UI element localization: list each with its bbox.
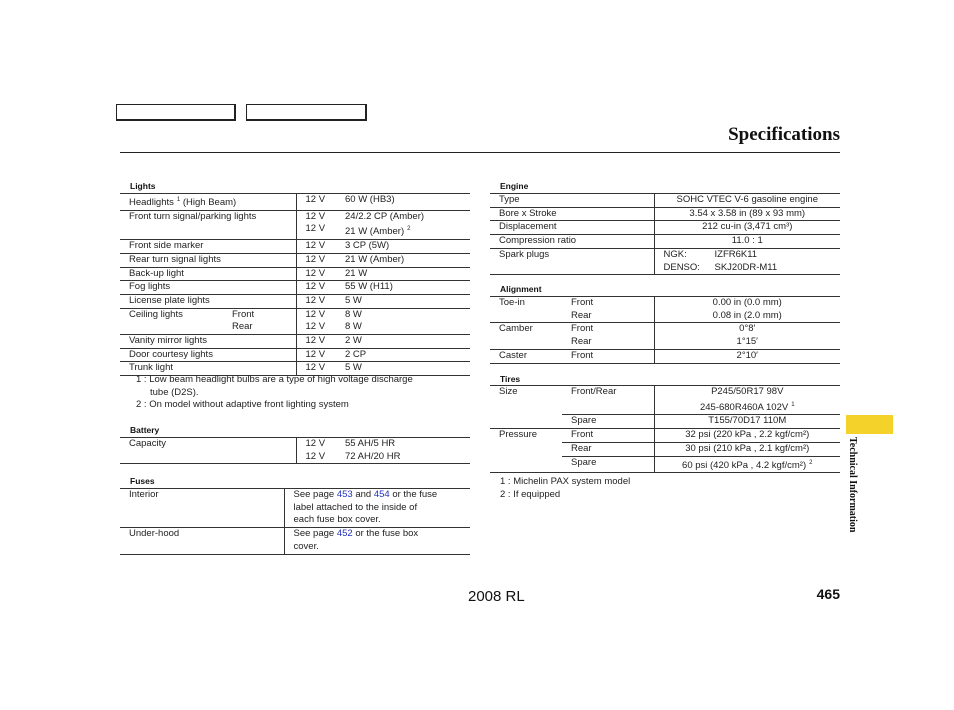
section-tab[interactable] <box>846 415 893 434</box>
position-label: Front <box>562 429 654 443</box>
alignment-table <box>490 296 840 364</box>
position-label: Rear <box>571 336 592 348</box>
table-row <box>120 210 470 223</box>
table-row <box>490 349 840 363</box>
table-row <box>490 297 840 310</box>
voltage-cell: 12 V <box>296 267 336 281</box>
wattage-cell: 21 W (Amber) <box>336 253 470 267</box>
position-label: Front <box>232 308 255 320</box>
voltage-cell: 12 V <box>296 210 336 223</box>
row-label: Pressure <box>490 429 562 443</box>
row-label: Spark plugs <box>490 248 654 261</box>
value-cell: T155/70D17 110M <box>654 415 840 429</box>
table-row <box>120 489 470 528</box>
voltage-cell: 12 V <box>296 321 336 334</box>
table-row <box>120 308 470 321</box>
capacity-cell: 55 AH/5 HR <box>336 438 470 451</box>
value-cell: 0.08 in (2.0 mm) <box>654 310 840 323</box>
wattage-cell: 8 W <box>345 321 362 333</box>
value-cell: 0°8′ <box>654 323 840 336</box>
fuse-text: cover. <box>293 540 319 552</box>
table-row <box>490 194 840 208</box>
value-cell: 32 psi (220 kPa , 2.2 kgf/cm²) <box>654 429 840 443</box>
plug-brand: NGK: <box>663 248 687 260</box>
voltage-cell: 12 V <box>296 335 336 349</box>
table-row <box>120 294 470 308</box>
table-row <box>490 386 840 399</box>
table-row <box>120 348 470 362</box>
row-label: Door courtesy lights <box>120 348 296 362</box>
fuse-text: See page <box>293 528 337 540</box>
table-row <box>120 528 470 554</box>
page-link[interactable]: 452 <box>336 528 353 540</box>
value-cell: 245-680R460A 102V <box>699 401 789 413</box>
footnote-ref: 2 <box>407 226 411 233</box>
fuse-text: each fuse box cover. <box>293 514 381 526</box>
lights-table <box>120 193 470 376</box>
voltage-cell: 12 V <box>296 451 336 464</box>
model-label: 2008 RL <box>468 588 525 605</box>
row-label: Size <box>490 386 562 399</box>
value-cell: SOHC VTEC V-6 gasoline engine <box>654 194 840 208</box>
row-label: Back-up light <box>120 267 296 281</box>
engine-table <box>490 193 840 275</box>
value-cell: 30 psi (210 kPa , 2.1 kgf/cm²) <box>654 442 840 456</box>
position-label: Rear <box>571 309 592 321</box>
tires-table <box>490 385 840 473</box>
footnote-ref: 2 <box>809 459 813 466</box>
table-row <box>120 240 470 254</box>
footnote-text-cont: tube (D2S). <box>150 387 199 398</box>
position-label: Spare <box>562 415 654 429</box>
footnote-1 <box>136 373 413 399</box>
row-label: Capacity <box>120 438 296 451</box>
tires-heading: Tires <box>500 374 521 384</box>
fuse-text: or the fuse box <box>352 528 419 540</box>
row-label: Camber <box>490 323 562 336</box>
table-row <box>120 194 470 211</box>
fuse-text: and <box>352 489 374 500</box>
value-cell: 60 psi (420 kPa , 4.2 kgf/cm²) <box>682 459 807 471</box>
table-row <box>490 207 840 221</box>
row-label: Front turn signal/parking lights <box>120 210 296 223</box>
battery-heading: Battery <box>130 425 160 435</box>
row-label: Front side marker <box>120 240 296 254</box>
row-label-suffix: (High Beam) <box>182 197 237 208</box>
row-label: Rear turn signal lights <box>120 253 296 267</box>
voltage-cell: 12 V <box>296 362 336 376</box>
row-label: Bore x Stroke <box>490 207 654 221</box>
wattage-cell: 2 CP <box>336 348 470 362</box>
voltage-cell: 12 V <box>296 348 336 362</box>
value-cell: 2°10′ <box>654 349 840 363</box>
value-cell: 3.54 x 3.58 in (89 x 93 mm) <box>654 207 840 221</box>
voltage-cell: 12 V <box>296 194 336 211</box>
lights-heading: Lights <box>130 181 156 191</box>
nav-button-2[interactable] <box>246 104 367 121</box>
row-label: License plate lights <box>120 294 296 308</box>
row-label: Vanity mirror lights <box>120 335 296 349</box>
wattage-cell: 2 W <box>336 335 470 349</box>
engine-heading: Engine <box>500 181 529 191</box>
row-label: Caster <box>490 349 562 363</box>
fuse-text: or the fuse <box>389 489 438 500</box>
row-label: Fog lights <box>120 281 296 295</box>
plug-brand: DENSO: <box>663 261 700 273</box>
fuse-text: label attached to the inside of <box>293 501 418 513</box>
alignment-heading: Alignment <box>500 284 542 294</box>
value-cell: P245/50R17 98V <box>654 386 840 399</box>
wattage-cell: 24/2.2 CP (Amber) <box>336 210 470 223</box>
footnote-equipped: 2 : If equipped <box>500 489 561 500</box>
row-label: Type <box>490 194 654 208</box>
row-label: Toe-in <box>490 297 562 310</box>
position-label: Front <box>562 297 654 310</box>
footnote-ref: 1 <box>176 197 181 203</box>
position-label: Spare <box>562 456 654 473</box>
page-title: Specifications <box>728 124 840 145</box>
voltage-cell: 12 V <box>296 294 336 308</box>
voltage-cell: 12 V <box>296 281 336 295</box>
wattage-cell: 21 W (Amber) <box>345 226 405 238</box>
table-row <box>490 429 840 443</box>
table-row <box>490 262 840 275</box>
value-cell: 0.00 in (0.0 mm) <box>654 297 840 310</box>
position-label: Front <box>562 349 654 363</box>
value-cell: 212 cu-in (3,471 cm³) <box>654 221 840 235</box>
voltage-cell: 12 V <box>296 308 336 321</box>
footnote-ref: 1 <box>791 401 795 408</box>
side-label-text: Technical Information <box>847 437 858 533</box>
table-row <box>490 323 840 336</box>
side-label <box>846 437 862 562</box>
table-row <box>490 442 840 456</box>
table-row <box>490 221 840 235</box>
table-row <box>490 235 840 249</box>
table-row <box>120 267 470 281</box>
row-label: Trunk light <box>120 362 296 376</box>
voltage-cell: 12 V <box>296 240 336 254</box>
value-cell: 11.0 : 1 <box>654 235 840 249</box>
table-row <box>120 253 470 267</box>
page-link[interactable]: 454 <box>373 489 390 500</box>
footnote-text: 1 : Low beam headlight bulbs are a type of high voltage discharge <box>136 374 413 385</box>
row-label: Compression ratio <box>490 235 654 249</box>
wattage-cell: 60 W (HB3) <box>336 194 470 211</box>
nav-button-1[interactable] <box>116 104 236 121</box>
voltage-cell: 12 V <box>296 438 336 451</box>
fuses-table <box>120 488 470 555</box>
table-row <box>490 336 840 349</box>
capacity-cell: 72 AH/20 HR <box>345 450 401 462</box>
table-row <box>120 281 470 295</box>
fuses-heading: Fuses <box>130 476 155 486</box>
wattage-cell: 3 CP (5W) <box>336 240 470 254</box>
footnote-2: 2 : On model without adaptive front lighting system <box>136 399 349 410</box>
fuse-text: See page <box>293 489 337 500</box>
page-number: 465 <box>816 586 840 602</box>
plug-model: IZFR6K11 <box>714 248 758 260</box>
table-row <box>120 335 470 349</box>
table-row <box>490 399 840 415</box>
voltage-cell: 12 V <box>296 253 336 267</box>
wattage-cell: 8 W <box>336 308 470 321</box>
page-link[interactable]: 453 <box>336 489 353 500</box>
row-label: Interior <box>120 489 284 528</box>
wattage-cell: 55 W (H11) <box>336 281 470 295</box>
voltage-cell: 12 V <box>296 223 336 239</box>
wattage-cell: 21 W <box>336 267 470 281</box>
title-rule <box>120 152 840 153</box>
row-label: Ceiling lights <box>129 308 183 320</box>
table-row <box>120 438 470 451</box>
table-row <box>120 321 470 334</box>
position-label: Front/Rear <box>562 386 654 399</box>
value-cell: 1°15′ <box>654 336 840 349</box>
battery-table <box>120 437 470 464</box>
position-label: Front <box>562 323 654 336</box>
table-row <box>490 415 840 429</box>
wattage-cell: 5 W <box>336 362 470 376</box>
table-row <box>490 456 840 473</box>
row-label: Under-hood <box>120 528 284 554</box>
table-row <box>120 451 470 464</box>
position-label: Rear <box>562 442 654 456</box>
row-label: Headlights <box>129 197 174 208</box>
wattage-cell: 5 W <box>336 294 470 308</box>
footnote-pax: 1 : Michelin PAX system model <box>500 476 631 487</box>
table-row <box>120 223 470 239</box>
row-label: Displacement <box>490 221 654 235</box>
table-row <box>490 310 840 323</box>
table-row <box>490 248 840 261</box>
plug-model: SKJ20DR-M11 <box>714 261 778 273</box>
position-label: Rear <box>232 321 253 333</box>
